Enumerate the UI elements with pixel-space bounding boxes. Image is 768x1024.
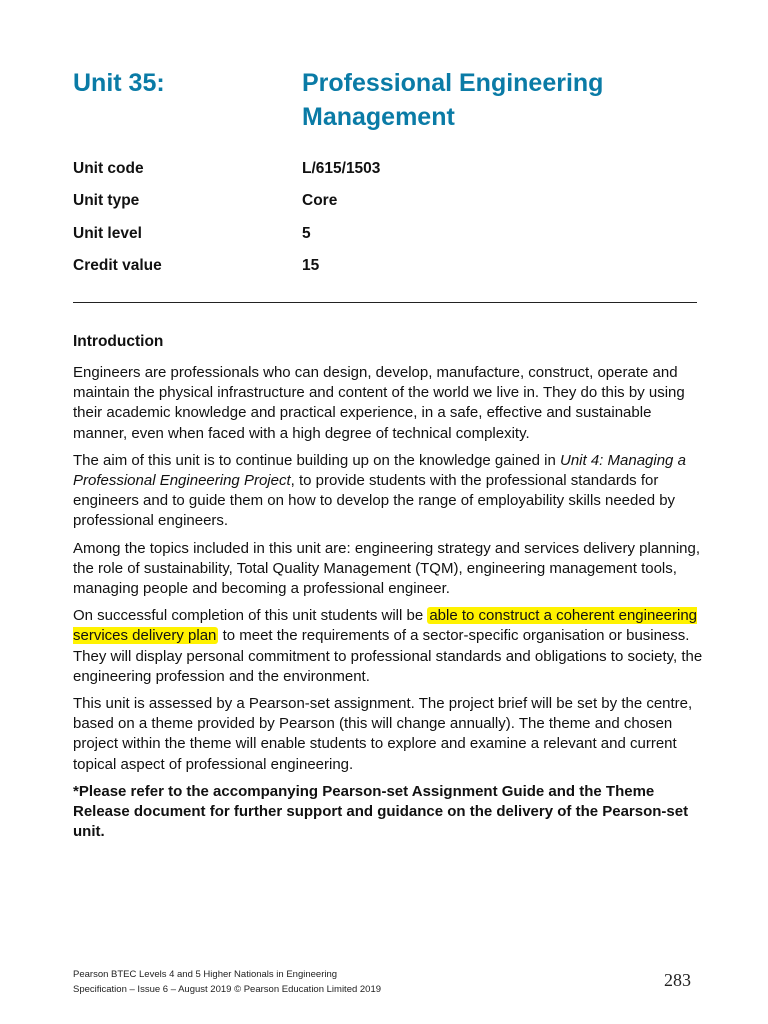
introduction-section <box>73 332 703 849</box>
unit-title-line-1: Professional Engineering <box>302 69 604 97</box>
meta-row-unit-level <box>73 225 693 257</box>
text-run: On successful completion of this unit students will be <box>73 607 428 625</box>
meta-row-unit-type <box>73 192 693 224</box>
unit-title-line-2: Management <box>302 103 455 131</box>
meta-row-unit-code <box>73 160 693 192</box>
section-heading: Introduction <box>73 333 164 350</box>
meta-row-credit-value <box>73 257 693 289</box>
meta-label: Credit value <box>73 257 162 275</box>
highlighted-text: able to construct a coherent engineering services delivery plan <box>73 607 698 645</box>
italic-reference: Unit 4: Managing a Professional Engineering Project <box>73 451 686 490</box>
meta-label: Unit type <box>73 192 140 210</box>
page-number: 283 <box>664 970 691 990</box>
text-run: The aim of this unit is to continue building up on the knowledge gained in <box>73 451 560 469</box>
meta-value: 15 <box>302 257 320 275</box>
unit-number: Unit 35: <box>73 69 165 97</box>
meta-value: 5 <box>302 224 311 242</box>
text-run: , to provide students with the professional standards for engineers and to guide them on how to develop the range of employability skills needed by professional engineers. <box>73 472 676 530</box>
meta-value: L/615/1503 <box>302 160 381 177</box>
paragraph: This unit is assessed by a Pearson-set assignment. The project brief will be set by the centre, based on a theme provided by Pearson (this will change annually). The theme and chosen project within the theme will enable students to explore and examine a relevant and current topical aspect of professional engineering. <box>73 695 693 773</box>
meta-label: Unit code <box>73 160 144 177</box>
paragraph <box>73 606 703 687</box>
text-run: to meet the requirements of a sector-specific organisation or business. They will display personal commitment to professional standards and obligations to society, the engineering profession and the environment. <box>73 627 703 685</box>
unit-title <box>302 66 682 134</box>
footer-line-2: Specification – Issue 6 – August 2019 © Pearson Education Limited 2019 <box>73 984 382 995</box>
paragraph: Among the topics included in this unit are: engineering strategy and services delivery planning, the role of sustainability, Total Quality Management (TQM), engineering management tools, managing people and becoming a professional engineer. <box>73 539 701 598</box>
assessment-note: *Please refer to the accompanying Pearson-set Assignment Guide and the Theme Release document for further support and guidance on the delivery of the Pearson-set unit. <box>73 782 689 841</box>
meta-value: Core <box>302 192 338 210</box>
section-divider <box>73 302 697 303</box>
footer-line-1: Pearson BTEC Levels 4 and 5 Higher Nationals in Engineering <box>73 969 338 980</box>
paragraph <box>73 451 703 532</box>
page-footer <box>73 967 381 997</box>
meta-label: Unit level <box>73 224 142 242</box>
paragraph: Engineers are professionals who can design, develop, manufacture, construct, operate and maintain the physical infrastructure and content of the world we live in. They do this by using their academic knowledge and practical experience, in a safe, effective and sustainable manner, even when faced with a high degree of technical complexity. <box>73 364 685 442</box>
unit-meta-table <box>73 160 693 290</box>
